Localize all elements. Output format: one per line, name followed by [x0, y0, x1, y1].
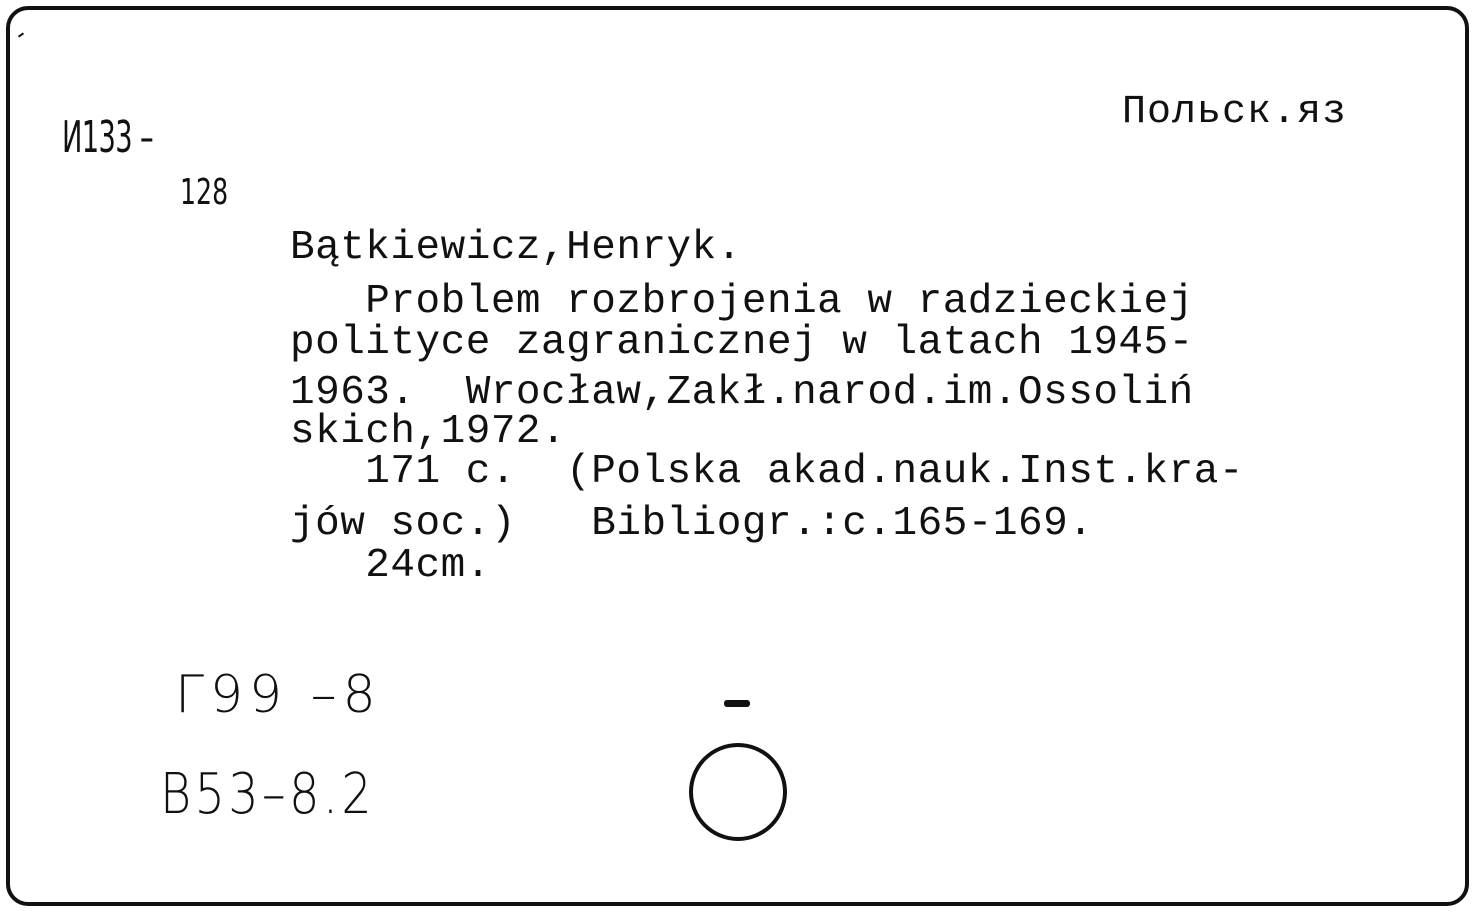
stamp-circle: [691, 745, 785, 839]
entry-line-imprint: 1963. Wrocław,Zakł.narod.im.Ossoliń: [290, 370, 1194, 416]
language-label: Польск.яз: [1122, 90, 1348, 135]
entry-line-size: 24cm.: [290, 543, 491, 589]
corner-mark: [18, 32, 24, 37]
entry-line-title-cont: polityce zagranicznej w latach 1945-: [290, 320, 1194, 366]
circle-stamp-icon: [680, 700, 810, 850]
class-code-2: В53–8.2: [160, 762, 376, 827]
entry-line-author: Bątkiewicz,Henryk.: [290, 225, 742, 271]
shelfmark-top: И133 –: [62, 112, 154, 163]
catalog-card: [6, 6, 1469, 906]
stamp-dash: [724, 700, 750, 707]
entry-line-pages: 171 c. (Polska akad.nauk.Inst.kra-: [290, 449, 1244, 495]
class-code-1: Г99 –8: [175, 665, 382, 725]
entry-line-imprint-cont: skich,1972.: [290, 409, 567, 455]
entry-line-title: Problem rozbrojenia w radzieckiej: [290, 279, 1194, 325]
shelfmark-bottom: 128: [180, 172, 229, 213]
entry-line-series: jów soc.) Bibliogr.:c.165-169.: [290, 501, 1094, 547]
